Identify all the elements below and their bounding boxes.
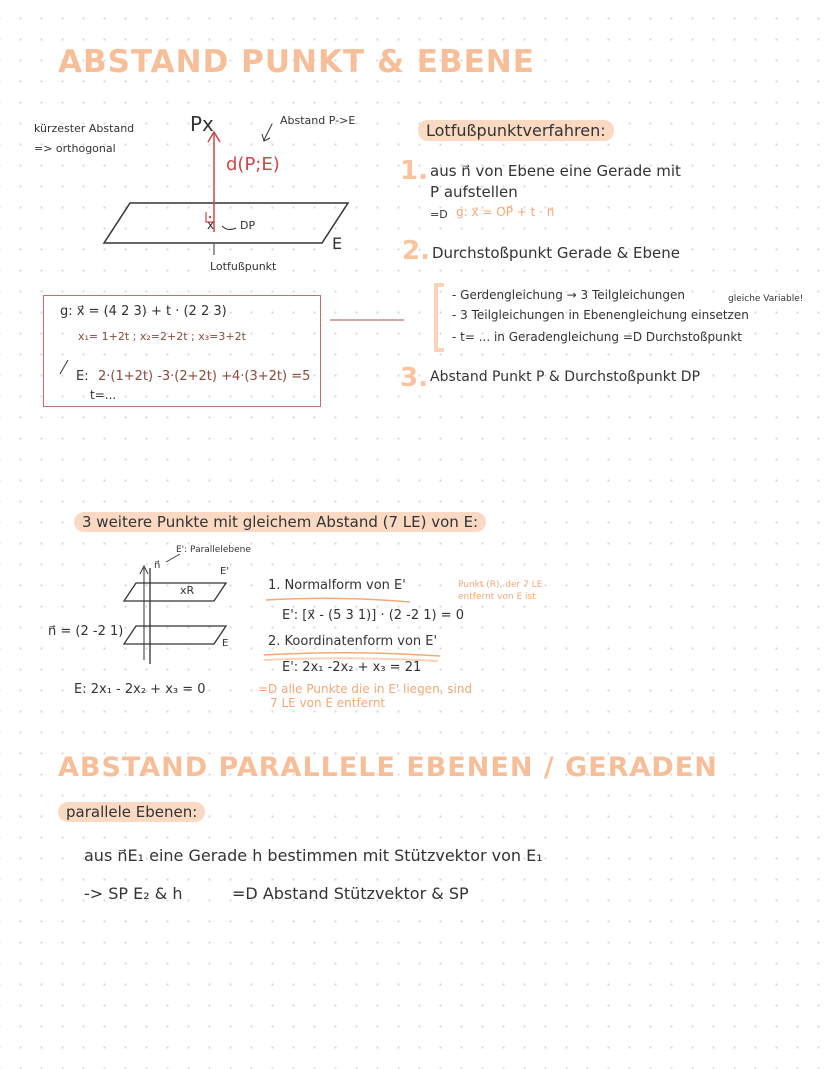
distance-p-e-note: Abstand P->E xyxy=(280,114,356,127)
plane-e-small-shape xyxy=(124,626,226,644)
step1-text-b: P aufstellen xyxy=(430,183,518,201)
lotfuss-method-header: Lotfußpunktverfahren: xyxy=(418,120,614,141)
substep1-note: gleiche Variable! xyxy=(728,294,804,304)
coordinate-form-equation: E': 2x₁ -2x₂ + x₃ = 21 xyxy=(282,660,422,675)
parallel-step-2a: -> SP E₂ & h xyxy=(84,884,183,903)
point-r-label: xR xyxy=(180,584,195,597)
step1-implies: =D xyxy=(430,208,448,221)
parallel-plane-label: E': Parallelebene xyxy=(176,545,251,555)
point-r-note-2: entfernt von E ist xyxy=(458,592,536,602)
parallel-plane-shape xyxy=(124,583,226,601)
step1-number: 1. xyxy=(400,156,428,186)
normal-vector: n⃗ = (2 -2 1) xyxy=(48,624,124,639)
normal-vector-arrow-label: n⃗ xyxy=(154,560,161,571)
distance-formula: d(P;E) xyxy=(226,154,280,175)
title-abstand-parallele: ABSTAND PARALLELE EBENEN / GERADEN xyxy=(58,752,718,783)
step2-number: 2. xyxy=(402,236,430,266)
plane-e-equation: E: 2x₁ - 2x₂ + x₃ = 0 xyxy=(74,682,206,697)
e-small-label: E xyxy=(222,638,229,649)
step3-text: Abstand Punkt P & Durchstoßpunkt DP xyxy=(430,369,701,385)
plane-prefix: E: xyxy=(76,369,89,384)
dp-label: DP xyxy=(240,219,256,232)
line-equation: g: x⃗ = (4 2 3) + t · (2 2 3) xyxy=(60,304,227,319)
coordinate-form-heading: 2. Koordinatenform von E' xyxy=(268,634,438,649)
note-arrow xyxy=(264,124,272,140)
title-abstand-punkt-ebene: ABSTAND PUNKT & EBENE xyxy=(58,44,535,80)
substep2: - 3 Teilgleichungen in Ebenengleichung einsetzen xyxy=(452,308,749,322)
conclusion-line1: =D alle Punkte die in E' liegen, sind xyxy=(258,682,473,696)
step3-number: 3. xyxy=(400,363,428,393)
substitution-equation: 2·(1+2t) -3·(2+2t) +4·(3+2t) =5 xyxy=(98,369,311,384)
further-points-header: 3 weitere Punkte mit gleichem Abstand (7 LE) von E: xyxy=(74,512,486,532)
substep1: - Gerdengleichung → 3 Teilgleichungen xyxy=(452,288,686,302)
point-p-label: Px xyxy=(190,112,214,136)
parallel-step-1: aus n⃗E₁ eine Gerade h bestimmen mit Stützvektor von E₁ xyxy=(84,846,543,865)
plane-e-label: E xyxy=(332,234,343,253)
shortest-distance-note: kürzester Abstand xyxy=(34,122,135,135)
orthogonal-note: => orthogonal xyxy=(34,142,116,155)
bracket xyxy=(436,285,444,350)
parallel-planes-header: parallele Ebenen: xyxy=(58,802,205,822)
parallel-step-2b: =D Abstand Stützvektor & SP xyxy=(232,884,469,903)
step1-text-a: aus n⃗ von Ebene eine Gerade mit xyxy=(430,162,681,180)
plane-e-shape xyxy=(104,203,348,243)
step1-formula: g: x⃗ = OP⃗ + t · n⃗ xyxy=(456,205,555,219)
step2-text: Durchstoßpunkt Gerade & Ebene xyxy=(432,244,680,262)
e-prime-label: E' xyxy=(220,566,230,577)
normal-form-heading: 1. Normalform von E' xyxy=(268,578,406,593)
point-r-note-1: Punkt (R), der 7 LE xyxy=(458,580,543,590)
lotfusspunkt-label: Lotfußpunkt xyxy=(210,260,277,273)
foot-point-marker: x xyxy=(207,218,215,232)
substep3: - t= ... in Geradengleichung =D Durchstoßpunkt xyxy=(452,330,742,344)
coordinate-equations: x₁= 1+2t ; x₂=2+2t ; x₃=3+2t xyxy=(78,330,246,343)
normal-form-equation: E': [x⃗ - (5 3 1)] · (2 -2 1) = 0 xyxy=(282,608,465,623)
t-result: t=... xyxy=(90,388,117,402)
conclusion-line2: 7 LE von E entfernt xyxy=(270,696,386,710)
